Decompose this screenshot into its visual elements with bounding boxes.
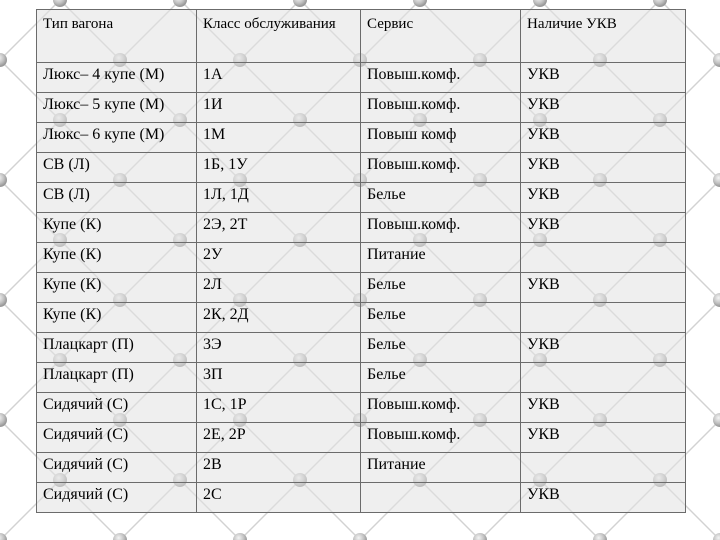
table-row bbox=[37, 453, 686, 483]
cell-ukv bbox=[521, 303, 686, 333]
cell-ukv: УКВ bbox=[521, 123, 686, 153]
cell-service: Повыш комф bbox=[361, 123, 521, 153]
table-row bbox=[37, 423, 686, 453]
cell-service-class: 1С, 1Р bbox=[197, 393, 361, 423]
cell-ukv: УКВ bbox=[521, 63, 686, 93]
table-row bbox=[37, 63, 686, 93]
table-row bbox=[37, 243, 686, 273]
cell-ukv bbox=[521, 453, 686, 483]
cell-wagon-type: Плацкарт (П) bbox=[37, 333, 197, 363]
header-wagon-type: Тип вагона bbox=[37, 10, 197, 63]
cell-wagon-type: Сидячий (С) bbox=[37, 483, 197, 513]
cell-service-class: 1Б, 1У bbox=[197, 153, 361, 183]
header-service-class: Класс обслуживания bbox=[197, 10, 361, 63]
cell-service: Повыш.комф. bbox=[361, 63, 521, 93]
table-row bbox=[37, 213, 686, 243]
cell-service: Повыш.комф. bbox=[361, 213, 521, 243]
cell-wagon-type: Люкс– 6 купе (М) bbox=[37, 123, 197, 153]
cell-wagon-type: СВ (Л) bbox=[37, 183, 197, 213]
cell-ukv: УКВ bbox=[521, 273, 686, 303]
table-row bbox=[37, 93, 686, 123]
cell-service-class: 1И bbox=[197, 93, 361, 123]
cell-wagon-type: Купе (К) bbox=[37, 273, 197, 303]
cell-service: Повыш.комф. bbox=[361, 93, 521, 123]
cell-ukv: УКВ bbox=[521, 393, 686, 423]
cell-service: Белье bbox=[361, 303, 521, 333]
cell-service-class: 2В bbox=[197, 453, 361, 483]
cell-wagon-type: Сидячий (С) bbox=[37, 393, 197, 423]
cell-ukv: УКВ bbox=[521, 483, 686, 513]
header-ukv: Наличие УКВ bbox=[521, 10, 686, 63]
cell-ukv: УКВ bbox=[521, 213, 686, 243]
cell-ukv: УКВ bbox=[521, 93, 686, 123]
cell-ukv: УКВ bbox=[521, 183, 686, 213]
wagon-classes-table bbox=[36, 9, 686, 513]
table-row bbox=[37, 273, 686, 303]
cell-service: Повыш.комф. bbox=[361, 393, 521, 423]
cell-ukv bbox=[521, 363, 686, 393]
table-row bbox=[37, 153, 686, 183]
cell-service: Питание bbox=[361, 243, 521, 273]
cell-ukv bbox=[521, 243, 686, 273]
cell-service-class: 2К, 2Д bbox=[197, 303, 361, 333]
cell-wagon-type: Люкс– 4 купе (М) bbox=[37, 63, 197, 93]
cell-service-class: 2С bbox=[197, 483, 361, 513]
table-row bbox=[37, 333, 686, 363]
cell-service: Питание bbox=[361, 453, 521, 483]
cell-service-class: 3П bbox=[197, 363, 361, 393]
cell-wagon-type: Люкс– 5 купе (М) bbox=[37, 93, 197, 123]
table-row bbox=[37, 123, 686, 153]
cell-service-class: 2Е, 2Р bbox=[197, 423, 361, 453]
cell-ukv: УКВ bbox=[521, 333, 686, 363]
cell-service-class: 3Э bbox=[197, 333, 361, 363]
cell-service-class: 2У bbox=[197, 243, 361, 273]
cell-service: Белье bbox=[361, 363, 521, 393]
cell-wagon-type: Сидячий (С) bbox=[37, 453, 197, 483]
cell-service bbox=[361, 483, 521, 513]
cell-ukv: УКВ bbox=[521, 153, 686, 183]
cell-service: Белье bbox=[361, 333, 521, 363]
cell-service: Белье bbox=[361, 183, 521, 213]
cell-ukv: УКВ bbox=[521, 423, 686, 453]
cell-wagon-type: Сидячий (С) bbox=[37, 423, 197, 453]
table-row bbox=[37, 393, 686, 423]
table-row bbox=[37, 303, 686, 333]
cell-service: Повыш.комф. bbox=[361, 423, 521, 453]
cell-service-class: 2Л bbox=[197, 273, 361, 303]
cell-service-class: 1М bbox=[197, 123, 361, 153]
cell-service-class: 1А bbox=[197, 63, 361, 93]
cell-service-class: 2Э, 2Т bbox=[197, 213, 361, 243]
cell-service-class: 1Л, 1Д bbox=[197, 183, 361, 213]
table-row bbox=[37, 483, 686, 513]
cell-wagon-type: Плацкарт (П) bbox=[37, 363, 197, 393]
header-service: Сервис bbox=[361, 10, 521, 63]
cell-wagon-type: Купе (К) bbox=[37, 243, 197, 273]
table-row bbox=[37, 183, 686, 213]
table-header-row bbox=[37, 10, 686, 63]
cell-wagon-type: Купе (К) bbox=[37, 303, 197, 333]
table-row bbox=[37, 363, 686, 393]
cell-wagon-type: СВ (Л) bbox=[37, 153, 197, 183]
cell-service: Повыш.комф. bbox=[361, 153, 521, 183]
cell-wagon-type: Купе (К) bbox=[37, 213, 197, 243]
cell-service: Белье bbox=[361, 273, 521, 303]
